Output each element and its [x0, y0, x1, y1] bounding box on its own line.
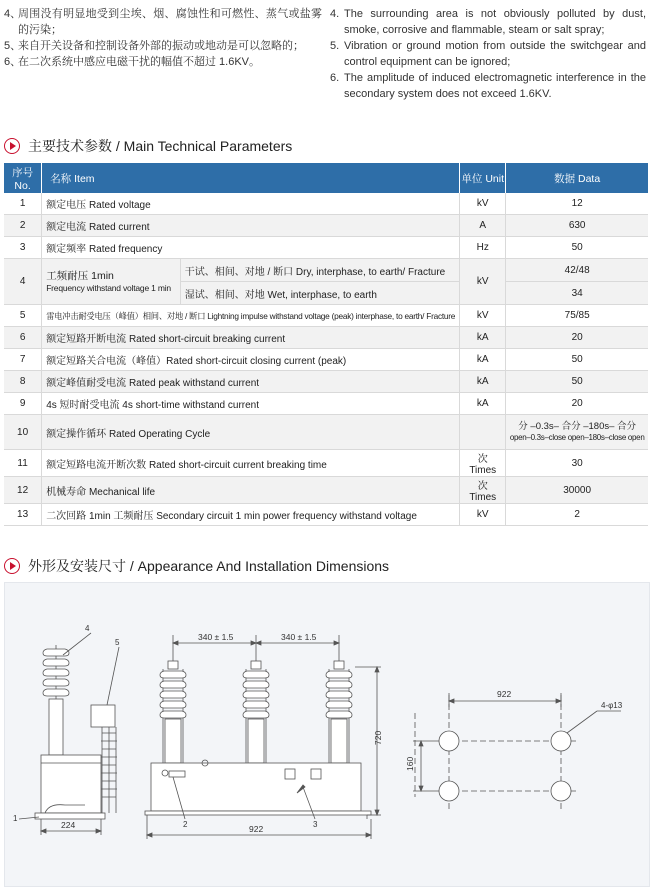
row-unit: kV	[460, 305, 506, 327]
mounting-hole	[551, 781, 571, 801]
table-row	[4, 371, 648, 393]
row-data: 12	[506, 193, 648, 215]
row10-data-cn: 分 –0.3s– 合分 –180s– 合分	[518, 421, 637, 432]
dim-160-label: 160	[405, 756, 415, 771]
front-view	[145, 632, 383, 839]
row-item	[42, 259, 181, 305]
pole-2	[243, 661, 269, 763]
dimension-drawing	[4, 582, 650, 887]
row-item: 二次回路 1min 工频耐压 Secondary circuit 1 min power frequency withstand voltage	[42, 504, 460, 526]
row-unit: kV	[460, 504, 506, 526]
callout-3: 3	[313, 820, 318, 829]
section-title: 外形及安装尺寸 / Appearance And Installation Dimensions	[28, 558, 390, 574]
row-no: 6	[4, 327, 42, 349]
row-unit: kV	[460, 259, 506, 305]
callout-1: 1	[13, 814, 18, 823]
row-item: 机械寿命 Mechanical life	[42, 477, 460, 504]
row-no: 2	[4, 215, 42, 237]
callout-2: 2	[183, 820, 188, 829]
row10-data-en: open–0.3s–close open–180s–close open	[509, 433, 645, 442]
table-row	[4, 259, 648, 282]
row-unit: 次 Times	[460, 450, 506, 477]
pole-1	[160, 661, 186, 763]
row-item: 额定电压 Rated voltage	[42, 193, 460, 215]
header-item: 名称 Item	[42, 163, 460, 193]
table-row	[4, 237, 648, 259]
row-data: 50	[506, 349, 648, 371]
row-item: 4s 短时耐受电流 4s short-time withstand current	[42, 393, 460, 415]
mounting-hole	[439, 731, 459, 751]
header-data: 数据 Data	[506, 163, 648, 193]
row-no: 1	[4, 193, 42, 215]
section-heading-parameters	[4, 136, 292, 156]
mounting-hole	[439, 781, 459, 801]
notes-cn	[4, 6, 322, 70]
row-item: 额定峰值耐受电流 Rated peak withstand current	[42, 371, 460, 393]
row4-data-wet: 34	[506, 282, 648, 305]
row4-sub-wet: 湿试、相间、对地 Wet, interphase, to earth	[180, 282, 459, 305]
dim-720-label: 720	[373, 730, 383, 745]
row-no: 10	[4, 415, 42, 450]
plan-view	[405, 689, 623, 809]
table-row	[4, 305, 648, 327]
row-data: 630	[506, 215, 648, 237]
row-item: 额定操作循环 Rated Operating Cycle	[42, 415, 460, 450]
row-data: 30000	[506, 477, 648, 504]
note-cn-6: 6、 在二次系统中感应电磁干扰的幅值不超过 1.6KV。	[4, 56, 261, 68]
row-item: 雷电冲击耐受电压（峰值）相间、对地 / 断口 Lightning impulse withstand voltage (peak) interphase, to earth/ Fracture	[42, 305, 460, 327]
row4-sub-dry: 干试、相间、对地 / 断口 Dry, interphase, to earth/ Fracture	[180, 259, 459, 282]
header-unit: 单位 Unit	[460, 163, 506, 193]
row-unit: kA	[460, 349, 506, 371]
row-data: 20	[506, 393, 648, 415]
notes-en	[330, 6, 646, 102]
row4-item-cn: 工频耐压 1min	[46, 269, 114, 282]
note-cn-4: 4、 周围没有明显地受到尘埃、烟、腐蚀性和可燃性、蒸气或盐雾的污染；	[4, 8, 322, 36]
note-cn-5: 5、 来自开关设备和控制设备外部的振动或地动是可以忽略的；	[4, 40, 304, 52]
row-unit: kA	[460, 393, 506, 415]
row-item: 额定短路电流开断次数 Rated short-circuit current breaking time	[42, 450, 460, 477]
row-data: 50	[506, 237, 648, 259]
row-item: 额定短路开断电流 Rated short-circuit breaking current	[42, 327, 460, 349]
table-row	[4, 450, 648, 477]
note-en-6: 6. The amplitude of induced electromagnetic interference in the secondary system does not exceed 1.6KV.	[330, 72, 646, 100]
row-item: 额定短路关合电流（峰值）Rated short-circuit closing current (peak)	[42, 349, 460, 371]
parameters-table	[4, 163, 648, 526]
play-bullet-icon	[4, 558, 20, 574]
table-row	[4, 349, 648, 371]
mounting-hole	[551, 731, 571, 751]
row-data: 50	[506, 371, 648, 393]
callout-5: 5	[115, 638, 120, 647]
table-row	[4, 504, 648, 526]
table-row	[4, 215, 648, 237]
row-data: 20	[506, 327, 648, 349]
row-unit: A	[460, 215, 506, 237]
row-no: 3	[4, 237, 42, 259]
row-unit: kA	[460, 327, 506, 349]
row-unit: 次 Times	[460, 477, 506, 504]
row-unit: kA	[460, 371, 506, 393]
row-unit: kV	[460, 193, 506, 215]
dim-340a-label: 340 ± 1.5	[198, 632, 234, 642]
dim-922-plan-label: 922	[497, 689, 512, 699]
play-bullet-icon	[4, 138, 20, 154]
table-row	[4, 327, 648, 349]
note-en-4: 4. The surrounding area is not obviously polluted by dust, smoke, corrosive and flammable, steam or salt spray;	[330, 8, 646, 36]
row4-data-dry: 42/48	[506, 259, 648, 282]
dim-340b-label: 340 ± 1.5	[281, 632, 317, 642]
section-title: 主要技术参数 / Main Technical Parameters	[28, 138, 293, 154]
row-no: 11	[4, 450, 42, 477]
row-no: 7	[4, 349, 42, 371]
table-row	[4, 393, 648, 415]
table-header-row	[4, 163, 648, 193]
row-data	[506, 415, 648, 450]
row-data: 75/85	[506, 305, 648, 327]
table-row	[4, 193, 648, 215]
row-item: 额定电流 Rated current	[42, 215, 460, 237]
row-no: 8	[4, 371, 42, 393]
section-heading-dimensions	[4, 556, 389, 576]
row-no: 4	[4, 259, 42, 305]
header-no: 序号 No.	[4, 163, 42, 193]
row-unit	[460, 415, 506, 450]
row-data: 30	[506, 450, 648, 477]
row-item: 额定频率 Rated frequency	[42, 237, 460, 259]
dim-224-label: 224	[61, 820, 76, 830]
row-unit: Hz	[460, 237, 506, 259]
table-row	[4, 415, 648, 450]
dim-922-front-label: 922	[249, 824, 264, 834]
row-no: 9	[4, 393, 42, 415]
pole-3	[326, 661, 352, 763]
row-no: 5	[4, 305, 42, 327]
row-data: 2	[506, 504, 648, 526]
row-no: 12	[4, 477, 42, 504]
note-en-5: 5. Vibration or ground motion from outside the switchgear and control equipment can be ignored;	[330, 40, 646, 68]
holes-label: 4-φ13	[601, 701, 623, 710]
side-view	[13, 624, 120, 835]
callout-4: 4	[85, 624, 90, 633]
table-row	[4, 477, 648, 504]
row-no: 13	[4, 504, 42, 526]
row4-item-en: Frequency withstand voltage 1 min	[46, 282, 171, 293]
insulator-sheds-side	[43, 649, 69, 696]
